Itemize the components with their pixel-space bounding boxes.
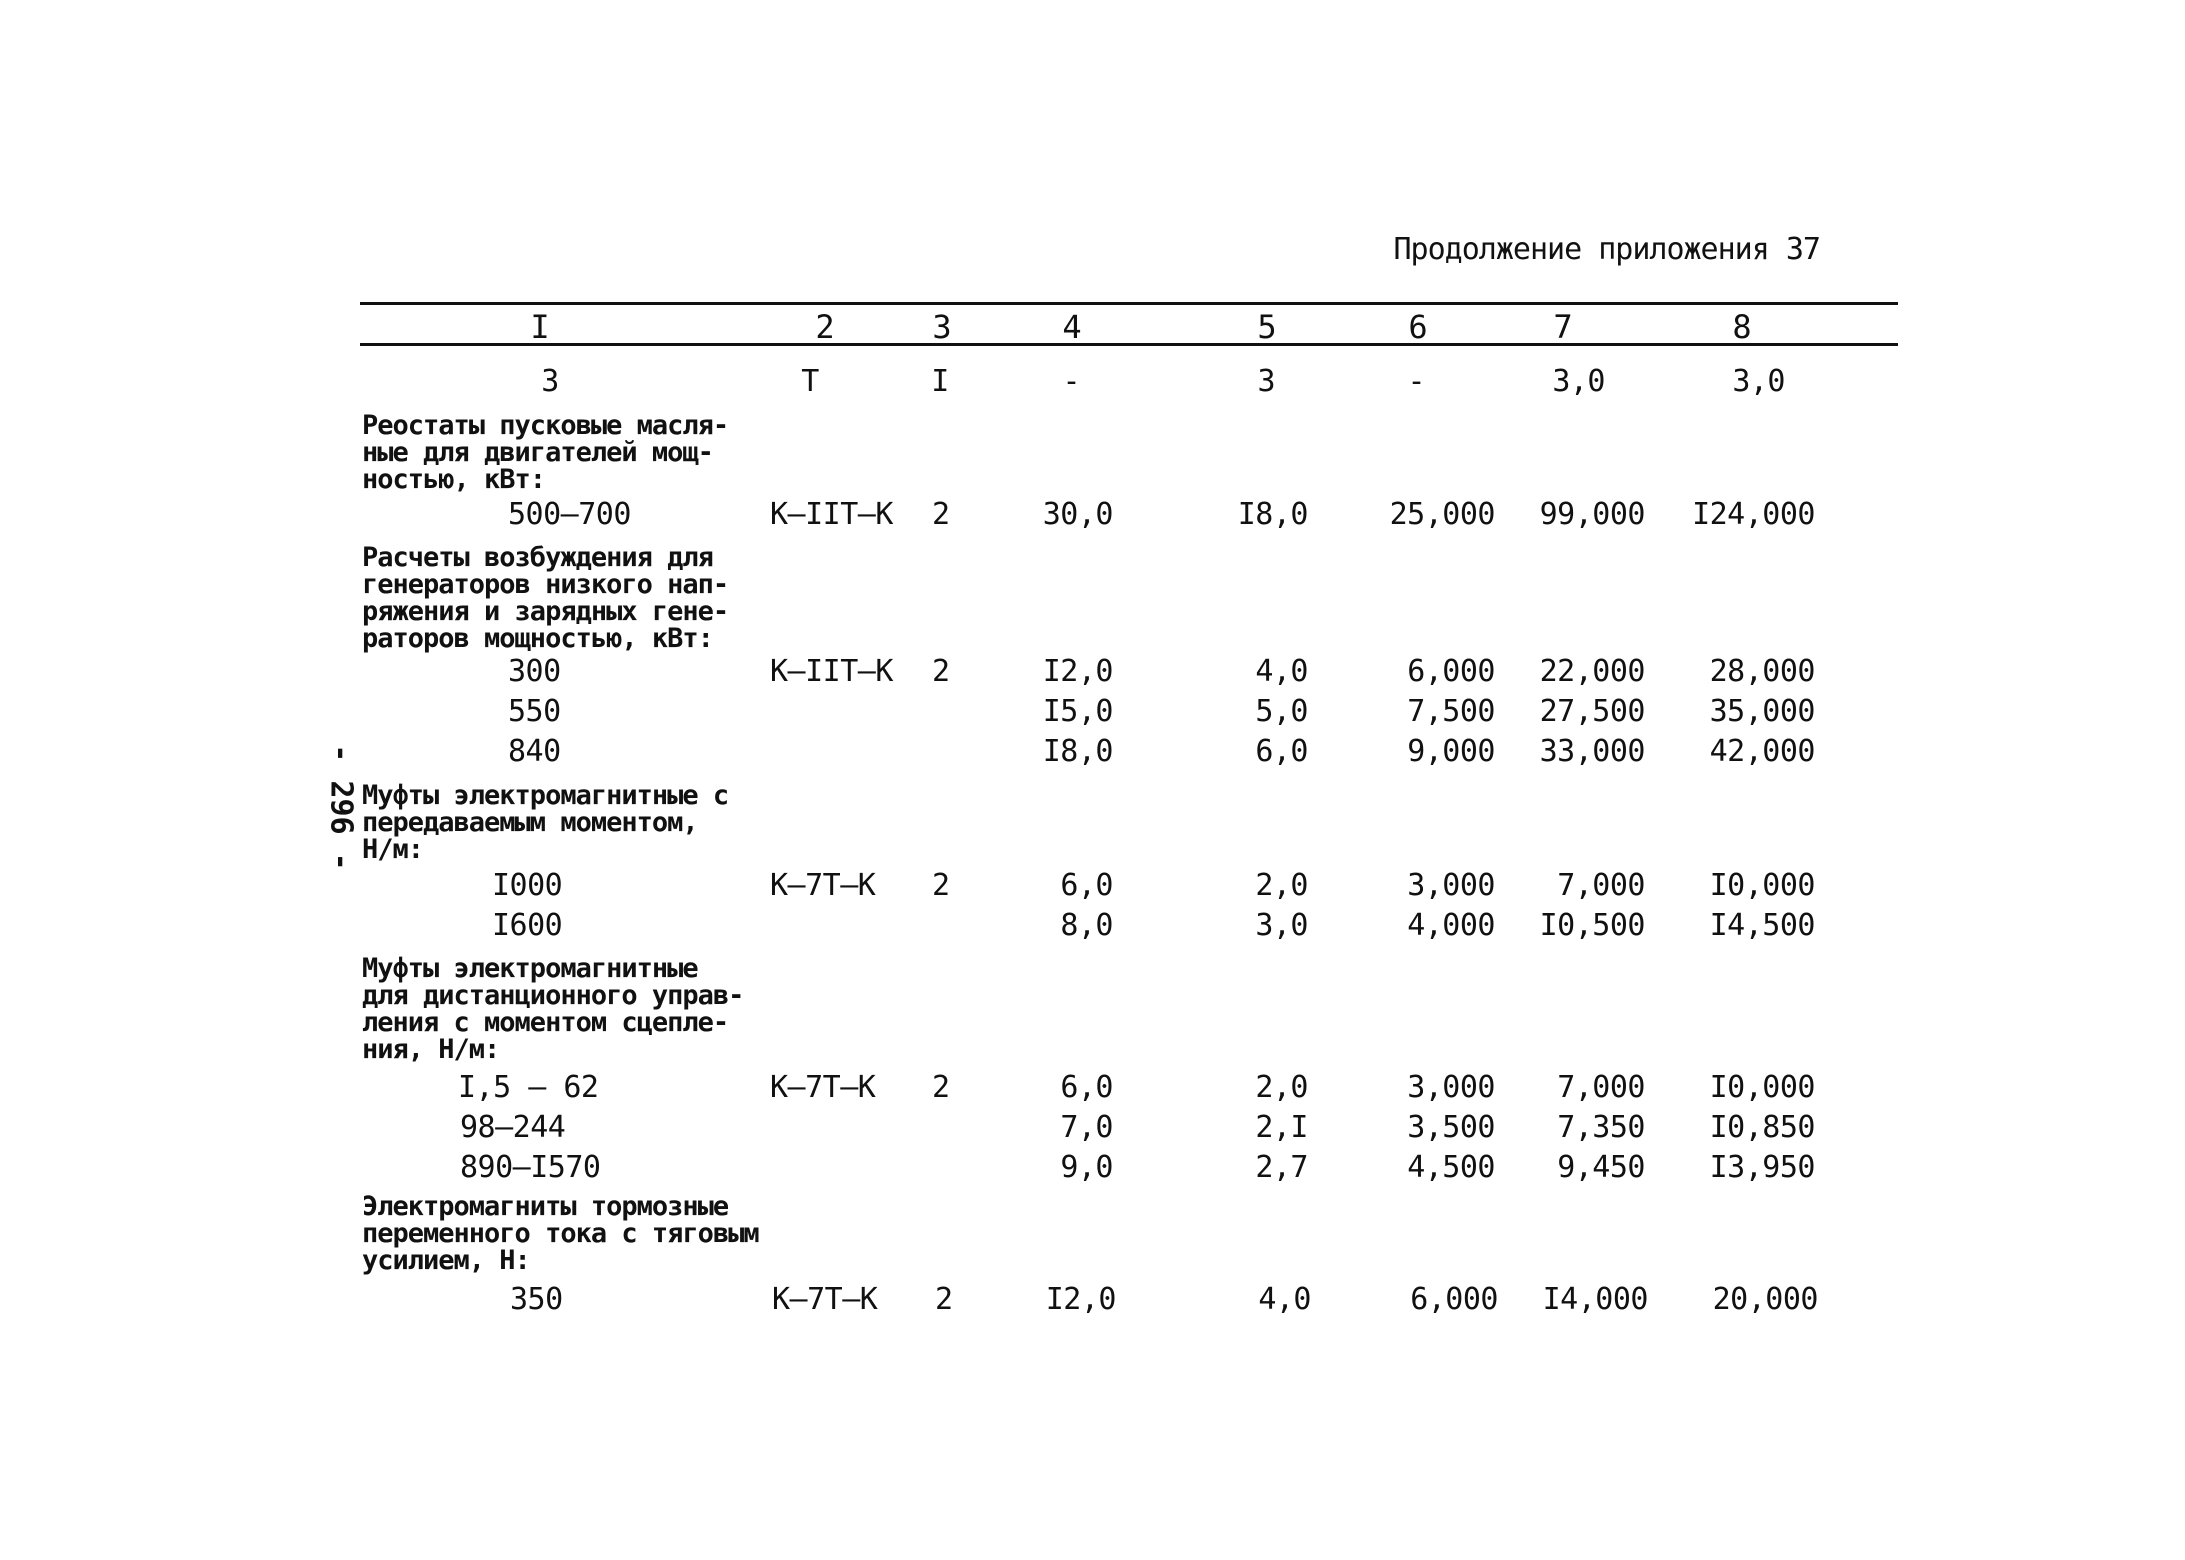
cell-col6: 3,000: [1407, 868, 1495, 903]
cell-col7: I4,000: [1542, 1282, 1648, 1317]
cell-col5: 5,0: [1255, 694, 1308, 729]
cell-col8: 3,0: [1732, 364, 1785, 399]
cell-col8: I24,000: [1692, 497, 1815, 532]
cell-col7: 9,450: [1557, 1150, 1645, 1185]
table-header-rule: [360, 343, 1898, 346]
cell-col6: 6,000: [1407, 654, 1495, 689]
cell-col8: I0,850: [1709, 1110, 1815, 1145]
cell-col3: 2: [935, 1282, 953, 1317]
cell-col7: I0,500: [1539, 908, 1645, 943]
column-header-8: 8: [1732, 308, 1752, 346]
cell-name: I600: [492, 908, 563, 943]
cell-col7: 27,500: [1539, 694, 1645, 729]
table-top-rule: [360, 302, 1898, 305]
cell-name: I,5 – 62: [458, 1070, 599, 1105]
cell-col6: 25,000: [1389, 497, 1495, 532]
cell-col8: 28,000: [1709, 654, 1815, 689]
column-header-3: 3: [932, 308, 952, 346]
cell-col4: 6,0: [1060, 868, 1113, 903]
cell-col4: 7,0: [1060, 1110, 1113, 1145]
cell-col6: 7,500: [1407, 694, 1495, 729]
cell-col4: 30,0: [1042, 497, 1113, 532]
group-title: Реостаты пусковые масля- ные для двигателей мощ- ностью, кВт:: [362, 410, 729, 495]
cell-name: 98–244: [460, 1110, 566, 1145]
cell-col7: 7,000: [1557, 1070, 1645, 1105]
cell-type: К–7Т–К: [770, 868, 876, 903]
cell-col4: 8,0: [1060, 908, 1113, 943]
cell-col5: I8,0: [1237, 497, 1308, 532]
cell-col4: I5,0: [1042, 694, 1113, 729]
cell-name: 300: [508, 654, 561, 689]
cell-col3: 2: [932, 654, 950, 689]
cell-col6: 4,500: [1407, 1150, 1495, 1185]
group-title: Муфты электромагнитные для дистанционного управ- ления с моментом сцепле- ния, Н/м:: [362, 953, 744, 1065]
cell-col5: 6,0: [1255, 734, 1308, 769]
cell-col4: 9,0: [1060, 1150, 1113, 1185]
column-header-7: 7: [1553, 308, 1573, 346]
cell-col7: 99,000: [1539, 497, 1645, 532]
cell-col3: 2: [932, 497, 950, 532]
cell-col3: 2: [932, 868, 950, 903]
cell-type: К–7Т–К: [772, 1282, 878, 1317]
cell-col4: 6,0: [1060, 1070, 1113, 1105]
cell-name: 350: [510, 1282, 563, 1317]
cell-type: К–IIТ–К: [770, 654, 893, 689]
cell-col4: I2,0: [1045, 1282, 1116, 1317]
cell-col5: 2,0: [1255, 1070, 1308, 1105]
cell-col8: I0,000: [1709, 868, 1815, 903]
group-title: Электромагниты тормозные переменного тока с тяговым усилием, Н:: [362, 1191, 759, 1276]
group-title: Муфты электромагнитные с передаваемым моментом, Н/м:: [362, 780, 729, 865]
cell-col3: I: [931, 364, 949, 399]
cell-col7: 3,0: [1552, 364, 1605, 399]
column-header-4: 4: [1062, 308, 1082, 346]
column-header-6: 6: [1408, 308, 1428, 346]
cell-col4: I8,0: [1042, 734, 1113, 769]
cell-col8: 35,000: [1709, 694, 1815, 729]
cell-col6: 4,000: [1407, 908, 1495, 943]
cell-col7: 33,000: [1539, 734, 1645, 769]
cell-col7: 7,000: [1557, 868, 1645, 903]
cell-col5: 3: [1257, 364, 1275, 399]
cell-col8: 42,000: [1709, 734, 1815, 769]
cell-name: 3: [541, 364, 559, 399]
cell-type: К–7Т–К: [770, 1070, 876, 1105]
cell-col8: I0,000: [1709, 1070, 1815, 1105]
cell-col4: I2,0: [1042, 654, 1113, 689]
cell-type: T: [801, 364, 819, 399]
cell-name: 550: [508, 694, 561, 729]
cell-name: I000: [492, 868, 563, 903]
cell-col7: 7,350: [1557, 1110, 1645, 1145]
cell-col7: 22,000: [1539, 654, 1645, 689]
cell-col6: 3,000: [1407, 1070, 1495, 1105]
cell-col5: 2,7: [1255, 1150, 1308, 1185]
cell-name: 890–I570: [460, 1150, 601, 1185]
column-header-5: 5: [1257, 308, 1277, 346]
cell-col3: 2: [932, 1070, 950, 1105]
cell-col5: 4,0: [1258, 1282, 1311, 1317]
cell-col5: 3,0: [1255, 908, 1308, 943]
cell-type: К–IIТ–К: [770, 497, 893, 532]
cell-name: 500–700: [508, 497, 631, 532]
group-title: Расчеты возбуждения для генераторов низкого нап- ряжения и зарядных гене- раторов мощностью, кВт:: [362, 542, 729, 654]
cell-col5: 4,0: [1255, 654, 1308, 689]
cell-col6: 3,500: [1407, 1110, 1495, 1145]
cell-col6: 9,000: [1407, 734, 1495, 769]
cell-col5: 2,I: [1255, 1110, 1308, 1145]
cell-col8: I4,500: [1709, 908, 1815, 943]
cell-col5: 2,0: [1255, 868, 1308, 903]
cell-col4: -: [1062, 364, 1080, 399]
column-header-1: I: [530, 308, 550, 346]
column-header-2: 2: [815, 308, 835, 346]
cell-col8: I3,950: [1709, 1150, 1815, 1185]
page-number: - 296 -: [323, 744, 359, 871]
cell-col6: 6,000: [1410, 1282, 1498, 1317]
cell-col8: 20,000: [1712, 1282, 1818, 1317]
cell-name: 840: [508, 734, 561, 769]
page-caption: Продолжение приложения 37: [1393, 232, 1820, 267]
cell-col6: -: [1407, 364, 1425, 399]
